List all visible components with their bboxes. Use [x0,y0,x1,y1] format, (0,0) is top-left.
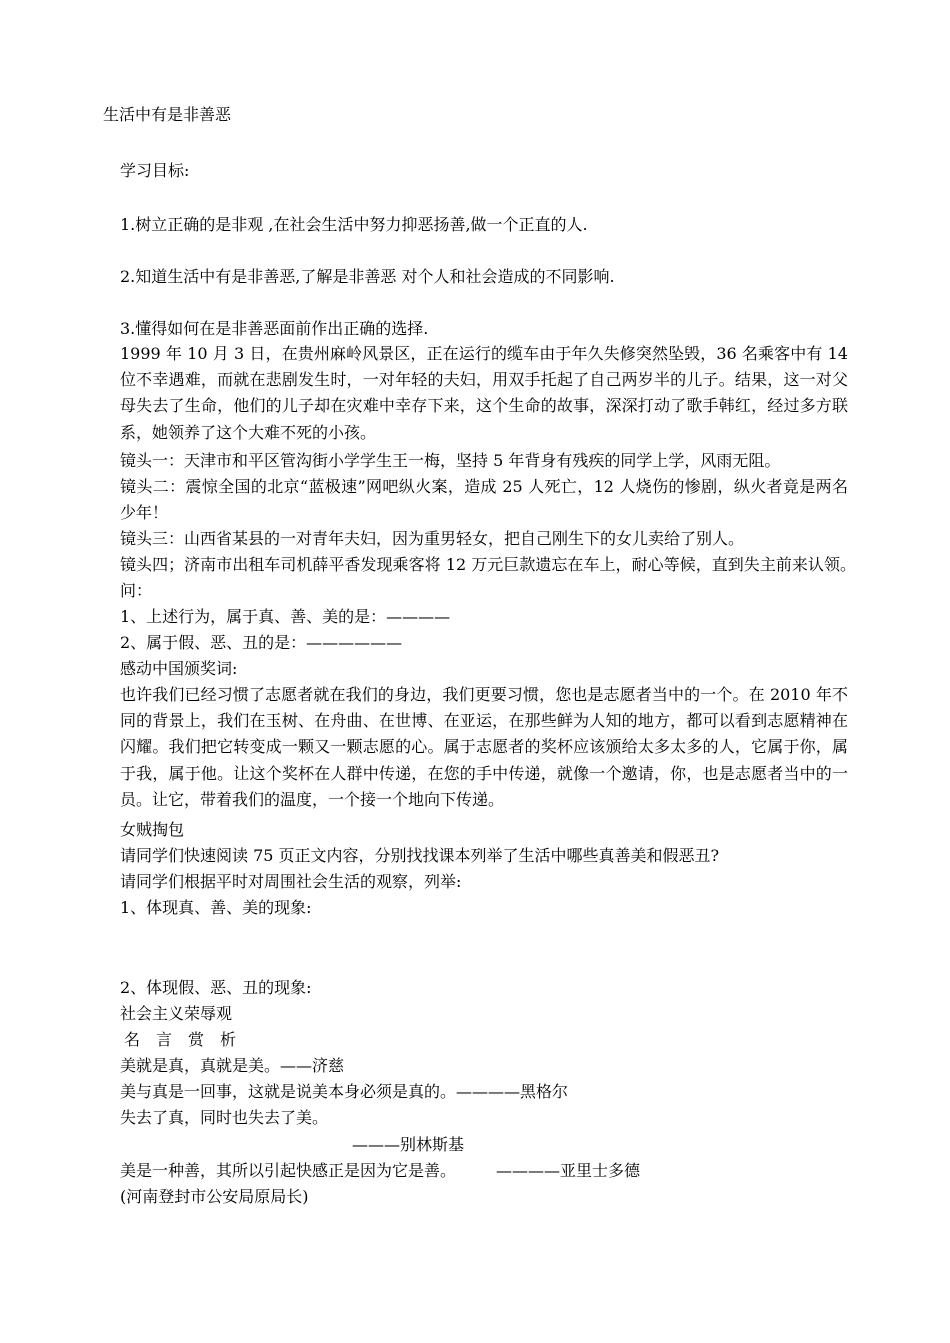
shot-4: 镜头四；济南市出租车司机薛平香发现乘客将 12 万元巨款遗忘在车上，耐心等候，直到失主前来认领。 问： [120,555,881,601]
quote-3: 失去了真，同时也失去了美。 [120,1108,329,1127]
task-2: 请同学们根据平时对周围社会生活的观察，列举: [120,872,462,891]
page-title: 生活中有是非善恶 [103,105,232,124]
quote-2: 美与真是一回事，这就是说美本身必须是真的。————黑格尔 [120,1082,569,1101]
shot-1: 镜头一：天津市和平区管沟街小学学生王一梅，坚持 5 年背身有残疾的同学上学，风雨无阻。 [120,451,781,470]
list-item-1: 1、体现真、善、美的现象: [120,898,312,917]
quote-3-author: ———别林斯基 [352,1135,465,1154]
story-paragraph: 1999 年 10 月 3 日，在贵州麻岭风景区，正在运行的缆车由于年久失修突然坠毁，36 名乘客中有 14 位不幸遇难，而就在悲剧发生时，一对年轻的夫妇，用双手托起了自己两岁半的儿子。结果，这一对父母失去了生命，他们的儿子却在灾难中幸存下来，这个生命的故事，深深打动了歌手韩红，经过多方联系，她领养了这个大难不死的小孩。 [120,344,848,442]
honor-heading: 社会主义荣辱观 [120,1004,233,1023]
goal-item-3: 3.懂得如何在是非善恶面前作出正确的选择. [120,319,429,338]
goals-heading: 学习目标: [120,161,190,180]
question-2: 2、属于假、恶、丑的是：—————— [120,633,403,652]
question-1: 1、上述行为，属于真、善、美的是：———— [120,607,451,626]
image-caption: (河南登封市公安局原局长) [120,1187,309,1206]
award-paragraph: 也许我们已经习惯了志愿者就在我们的身边，我们更要习惯，您也是志愿者当中的一个。在 2010 年不同的背景上，我们在玉树、在舟曲、在世博、在亚运，在那些鲜为人知的地方，都可以看到志愿精神在闪耀。我们把它转变成一颗又一颗志愿的心。属于志愿者的奖杯应该颁给太多太多的人，它属于你，属于我，属于他。让这个奖杯在人群中传递，在您的手中传递，就像一个邀请，你，也是志愿者当中的一员。让它，带着我们的温度，一个接一个地向下传递。 [120,685,848,809]
quotes-heading: 名 言 赏 析 [124,1030,237,1049]
award-heading: 感动中国颁奖词: [120,659,238,678]
list-item-2: 2、体现假、恶、丑的现象: [120,978,312,997]
shot-3: 镜头三：山西省某县的一对青年夫妇，因为重男轻女，把自己刚生下的女儿卖给了别人。 [120,529,745,548]
thief-heading: 女贼掏包 [120,820,185,839]
goal-item-2: 2.知道生活中有是非善恶,了解是非善恶 对个人和社会造成的不同影响. [120,267,615,286]
goal-item-1: 1.树立正确的是非观 ,在社会生活中努力抑恶扬善,做一个正直的人. [120,215,588,234]
quote-1: 美就是真，真就是美。——济慈 [120,1056,345,1075]
quote-4: 美是一种善，其所以引起快感正是因为它是善。 ————亚里士多德 [120,1161,641,1180]
shot-2: 镜头二：震惊全国的北京“蓝极速”网吧纵火案，造成 25 人死亡，12 人烧伤的惨剧，纵火者竟是两名少年！ [120,477,848,523]
task-1: 请同学们快速阅读 75 页正文内容，分别找找课本列举了生活中哪些真善美和假恶丑? [120,846,720,865]
